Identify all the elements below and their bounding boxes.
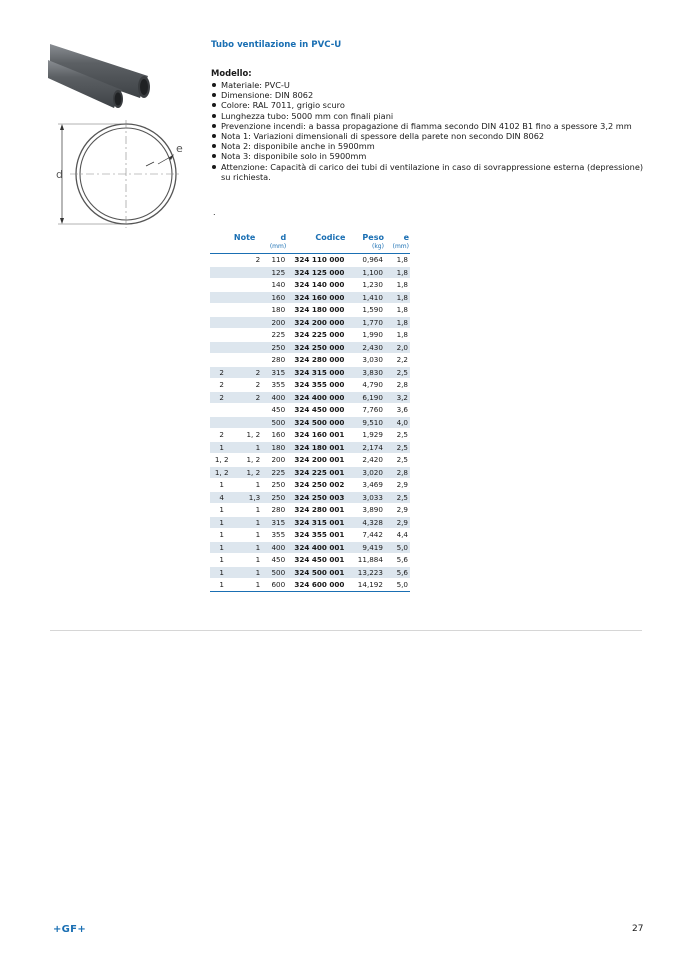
diameter-cell: 400 bbox=[262, 541, 287, 554]
weight-cell: 11,884 bbox=[346, 554, 385, 567]
weight-cell: 2,420 bbox=[346, 454, 385, 467]
table-row bbox=[210, 354, 410, 367]
weight-cell: 4,790 bbox=[346, 379, 385, 392]
table-row bbox=[210, 579, 410, 592]
thickness-cell: 5,6 bbox=[385, 566, 410, 579]
note-1-cell bbox=[210, 304, 233, 317]
table-row bbox=[210, 279, 410, 292]
note-1-cell: 1 bbox=[210, 479, 233, 492]
table-row bbox=[210, 554, 410, 567]
diameter-cell: 160 bbox=[262, 429, 287, 442]
note-1-cell: 1 bbox=[210, 566, 233, 579]
thickness-cell: 2,5 bbox=[385, 441, 410, 454]
pipe-product-image bbox=[48, 40, 158, 112]
page-number: 27 bbox=[632, 924, 644, 934]
note-2-cell: 1 bbox=[233, 541, 262, 554]
note-2-cell: 1, 2 bbox=[233, 466, 262, 479]
note-2-cell: 2 bbox=[233, 391, 262, 404]
note-1-cell: 1, 2 bbox=[210, 466, 233, 479]
diameter-cell: 280 bbox=[262, 354, 287, 367]
weight-cell: 0,964 bbox=[346, 254, 385, 267]
table-row bbox=[210, 566, 410, 579]
code-cell: 324 315 000 bbox=[287, 366, 346, 379]
weight-cell: 9,510 bbox=[346, 416, 385, 429]
diameter-cell: 225 bbox=[262, 466, 287, 479]
diameter-cell: 225 bbox=[262, 329, 287, 342]
table-row bbox=[210, 491, 410, 504]
thickness-cell: 2,5 bbox=[385, 491, 410, 504]
diameter-cell: 500 bbox=[262, 566, 287, 579]
weight-cell: 1,929 bbox=[346, 429, 385, 442]
thickness-cell: 2,2 bbox=[385, 354, 410, 367]
note-2-cell: 1, 2 bbox=[233, 429, 262, 442]
note-2-cell: 1 bbox=[233, 516, 262, 529]
table-unit-row bbox=[210, 243, 410, 254]
spec-dimension: Dimensione: DIN 8062 bbox=[211, 90, 647, 100]
thickness-cell: 1,8 bbox=[385, 291, 410, 304]
code-cell: 324 315 001 bbox=[287, 516, 346, 529]
table-row bbox=[210, 429, 410, 442]
thickness-cell: 4,4 bbox=[385, 529, 410, 542]
note-2-cell: 1 bbox=[233, 504, 262, 517]
diameter-cell: 180 bbox=[262, 304, 287, 317]
table-row bbox=[210, 454, 410, 467]
diameter-cell: 250 bbox=[262, 341, 287, 354]
diameter-cell: 160 bbox=[262, 291, 287, 304]
code-cell: 324 250 000 bbox=[287, 341, 346, 354]
thickness-cell: 3,6 bbox=[385, 404, 410, 417]
thickness-cell: 2,9 bbox=[385, 504, 410, 517]
weight-cell: 1,990 bbox=[346, 329, 385, 342]
table-row bbox=[210, 254, 410, 267]
diameter-label: d bbox=[56, 168, 63, 181]
thickness-cell: 2,5 bbox=[385, 366, 410, 379]
note-1-cell: 2 bbox=[210, 391, 233, 404]
weight-cell: 1,230 bbox=[346, 279, 385, 292]
weight-cell: 1,100 bbox=[346, 266, 385, 279]
weight-cell: 13,223 bbox=[346, 566, 385, 579]
note-1-cell bbox=[210, 279, 233, 292]
note-1-cell bbox=[210, 291, 233, 304]
code-cell: 324 400 000 bbox=[287, 391, 346, 404]
note-1-cell: 2 bbox=[210, 379, 233, 392]
trailing-dot: . bbox=[213, 208, 216, 217]
weight-cell: 2,430 bbox=[346, 341, 385, 354]
note-2-cell bbox=[233, 304, 262, 317]
modello-label: Modello: bbox=[211, 68, 252, 78]
weight-cell: 7,760 bbox=[346, 404, 385, 417]
diameter-cell: 400 bbox=[262, 391, 287, 404]
diameter-cell: 200 bbox=[262, 454, 287, 467]
thickness-cell: 1,8 bbox=[385, 254, 410, 267]
code-cell: 324 160 000 bbox=[287, 291, 346, 304]
code-cell: 324 280 001 bbox=[287, 504, 346, 517]
note-2-cell: 1,3 bbox=[233, 491, 262, 504]
header-d: d bbox=[280, 233, 287, 242]
note-1-cell bbox=[210, 404, 233, 417]
code-cell: 324 200 000 bbox=[287, 316, 346, 329]
unit-peso: (kg) bbox=[346, 243, 385, 254]
note-2-cell bbox=[233, 341, 262, 354]
spec-color: Colore: RAL 7011, grigio scuro bbox=[211, 100, 647, 110]
note-1-cell: 1 bbox=[210, 554, 233, 567]
note-1-cell: 1, 2 bbox=[210, 454, 233, 467]
section-divider bbox=[50, 630, 642, 631]
code-cell: 324 450 000 bbox=[287, 404, 346, 417]
diameter-cell: 250 bbox=[262, 479, 287, 492]
thickness-label: e bbox=[176, 142, 183, 155]
weight-cell: 1,410 bbox=[346, 291, 385, 304]
note-1-cell bbox=[210, 341, 233, 354]
note-1-cell: 1 bbox=[210, 579, 233, 592]
table-row bbox=[210, 366, 410, 379]
spec-note-3: Nota 3: disponibile solo in 5900mm bbox=[211, 151, 647, 161]
note-1-cell: 4 bbox=[210, 491, 233, 504]
note-2-cell: 1 bbox=[233, 579, 262, 592]
table-row bbox=[210, 416, 410, 429]
code-cell: 324 355 000 bbox=[287, 379, 346, 392]
header-note: Note bbox=[233, 233, 256, 242]
code-cell: 324 125 000 bbox=[287, 266, 346, 279]
note-1-cell bbox=[210, 266, 233, 279]
code-cell: 324 600 000 bbox=[287, 579, 346, 592]
note-2-cell: 1 bbox=[233, 479, 262, 492]
table-row bbox=[210, 379, 410, 392]
table-row bbox=[210, 404, 410, 417]
diameter-cell: 315 bbox=[262, 516, 287, 529]
code-cell: 324 180 000 bbox=[287, 304, 346, 317]
code-cell: 324 250 002 bbox=[287, 479, 346, 492]
pipe-cross-section-drawing bbox=[50, 116, 196, 230]
table-row bbox=[210, 341, 410, 354]
note-2-cell bbox=[233, 291, 262, 304]
code-cell: 324 200 001 bbox=[287, 454, 346, 467]
note-1-cell: 2 bbox=[210, 366, 233, 379]
code-cell: 324 450 001 bbox=[287, 554, 346, 567]
note-1-cell: 2 bbox=[210, 429, 233, 442]
diameter-cell: 200 bbox=[262, 316, 287, 329]
note-2-cell: 1 bbox=[233, 441, 262, 454]
diameter-cell: 280 bbox=[262, 504, 287, 517]
note-2-cell bbox=[233, 329, 262, 342]
diameter-cell: 500 bbox=[262, 416, 287, 429]
note-2-cell bbox=[233, 416, 262, 429]
table-row bbox=[210, 541, 410, 554]
note-1-cell: 1 bbox=[210, 504, 233, 517]
thickness-cell: 4,0 bbox=[385, 416, 410, 429]
code-cell: 324 250 003 bbox=[287, 491, 346, 504]
thickness-cell: 2,0 bbox=[385, 341, 410, 354]
code-cell: 324 355 001 bbox=[287, 529, 346, 542]
table-row bbox=[210, 466, 410, 479]
gf-logo: +GF+ bbox=[53, 924, 86, 935]
unit-e: (mm) bbox=[385, 243, 410, 254]
weight-cell: 3,033 bbox=[346, 491, 385, 504]
note-1-cell: 1 bbox=[210, 541, 233, 554]
thickness-cell: 2,9 bbox=[385, 516, 410, 529]
code-cell: 324 180 001 bbox=[287, 441, 346, 454]
note-2-cell: 2 bbox=[233, 254, 262, 267]
spec-note-1: Nota 1: Variazioni dimensionali di spessore della parete non secondo DIN 8062 bbox=[211, 131, 647, 141]
code-cell: 324 400 001 bbox=[287, 541, 346, 554]
diameter-cell: 315 bbox=[262, 366, 287, 379]
product-spec-table bbox=[210, 233, 410, 592]
thickness-cell: 5,0 bbox=[385, 541, 410, 554]
thickness-cell: 1,8 bbox=[385, 279, 410, 292]
weight-cell: 4,328 bbox=[346, 516, 385, 529]
code-cell: 324 140 000 bbox=[287, 279, 346, 292]
table-row bbox=[210, 291, 410, 304]
table-row bbox=[210, 504, 410, 517]
weight-cell: 7,442 bbox=[346, 529, 385, 542]
note-2-cell: 2 bbox=[233, 366, 262, 379]
weight-cell: 3,890 bbox=[346, 504, 385, 517]
diameter-cell: 125 bbox=[262, 266, 287, 279]
note-1-cell: 1 bbox=[210, 529, 233, 542]
note-1-cell: 1 bbox=[210, 516, 233, 529]
header-peso: Peso bbox=[362, 233, 384, 242]
weight-cell: 3,020 bbox=[346, 466, 385, 479]
table-row bbox=[210, 479, 410, 492]
spec-material: Materiale: PVC-U bbox=[211, 80, 647, 90]
thickness-cell: 2,5 bbox=[385, 429, 410, 442]
code-cell: 324 110 000 bbox=[287, 254, 346, 267]
code-cell: 324 280 000 bbox=[287, 354, 346, 367]
table-row bbox=[210, 391, 410, 404]
thickness-cell: 1,8 bbox=[385, 316, 410, 329]
note-1-cell bbox=[210, 254, 233, 267]
weight-cell: 6,190 bbox=[346, 391, 385, 404]
diameter-cell: 355 bbox=[262, 529, 287, 542]
table-row bbox=[210, 304, 410, 317]
thickness-cell: 1,8 bbox=[385, 266, 410, 279]
unit-d: (mm) bbox=[262, 243, 287, 254]
spec-warning: Attenzione: Capacità di carico dei tubi di ventilazione in caso di sovrappressione esterna (depressione) su richiesta. bbox=[211, 162, 647, 182]
note-2-cell bbox=[233, 279, 262, 292]
weight-cell: 1,770 bbox=[346, 316, 385, 329]
table-header-row bbox=[210, 233, 410, 243]
diameter-cell: 180 bbox=[262, 441, 287, 454]
note-2-cell bbox=[233, 354, 262, 367]
thickness-cell: 2,8 bbox=[385, 379, 410, 392]
spec-note-2: Nota 2: disponibile anche in 5900mm bbox=[211, 141, 647, 151]
thickness-cell: 2,8 bbox=[385, 466, 410, 479]
code-cell: 324 160 001 bbox=[287, 429, 346, 442]
note-1-cell bbox=[210, 329, 233, 342]
note-2-cell: 1 bbox=[233, 554, 262, 567]
table-row bbox=[210, 329, 410, 342]
note-2-cell: 1 bbox=[233, 529, 262, 542]
note-1-cell bbox=[210, 416, 233, 429]
note-1-cell bbox=[210, 316, 233, 329]
thickness-cell: 2,5 bbox=[385, 454, 410, 467]
spec-fire-prevention: Prevenzione incendi: a bassa propagazione di fiamma secondo DIN 4102 B1 fino a spessore 3,2 mm bbox=[211, 121, 647, 131]
header-codice: Codice bbox=[315, 233, 346, 242]
thickness-cell: 5,0 bbox=[385, 579, 410, 592]
weight-cell: 3,030 bbox=[346, 354, 385, 367]
weight-cell: 3,469 bbox=[346, 479, 385, 492]
table-row bbox=[210, 529, 410, 542]
weight-cell: 3,830 bbox=[346, 366, 385, 379]
diameter-cell: 355 bbox=[262, 379, 287, 392]
note-2-cell: 1 bbox=[233, 566, 262, 579]
diameter-cell: 450 bbox=[262, 404, 287, 417]
thickness-cell: 2,9 bbox=[385, 479, 410, 492]
weight-cell: 14,192 bbox=[346, 579, 385, 592]
diameter-cell: 450 bbox=[262, 554, 287, 567]
weight-cell: 2,174 bbox=[346, 441, 385, 454]
thickness-cell: 1,8 bbox=[385, 304, 410, 317]
code-cell: 324 225 000 bbox=[287, 329, 346, 342]
weight-cell: 9,419 bbox=[346, 541, 385, 554]
thickness-cell: 5,6 bbox=[385, 554, 410, 567]
header-e: e bbox=[403, 233, 409, 242]
note-2-cell bbox=[233, 266, 262, 279]
diameter-cell: 600 bbox=[262, 579, 287, 592]
diameter-cell: 140 bbox=[262, 279, 287, 292]
note-2-cell: 1, 2 bbox=[233, 454, 262, 467]
code-cell: 324 500 000 bbox=[287, 416, 346, 429]
spec-length: Lunghezza tubo: 5000 mm con finali piani bbox=[211, 111, 647, 121]
specification-list bbox=[211, 80, 647, 182]
note-2-cell bbox=[233, 404, 262, 417]
note-2-cell bbox=[233, 316, 262, 329]
table-row bbox=[210, 441, 410, 454]
diameter-cell: 250 bbox=[262, 491, 287, 504]
diameter-cell: 110 bbox=[262, 254, 287, 267]
note-2-cell: 2 bbox=[233, 379, 262, 392]
weight-cell: 1,590 bbox=[346, 304, 385, 317]
table-row bbox=[210, 516, 410, 529]
thickness-cell: 1,8 bbox=[385, 329, 410, 342]
table-row bbox=[210, 266, 410, 279]
table-row bbox=[210, 316, 410, 329]
note-1-cell: 1 bbox=[210, 441, 233, 454]
thickness-cell: 3,2 bbox=[385, 391, 410, 404]
note-1-cell bbox=[210, 354, 233, 367]
code-cell: 324 225 001 bbox=[287, 466, 346, 479]
code-cell: 324 500 001 bbox=[287, 566, 346, 579]
product-title: Tubo ventilazione in PVC-U bbox=[211, 40, 342, 50]
